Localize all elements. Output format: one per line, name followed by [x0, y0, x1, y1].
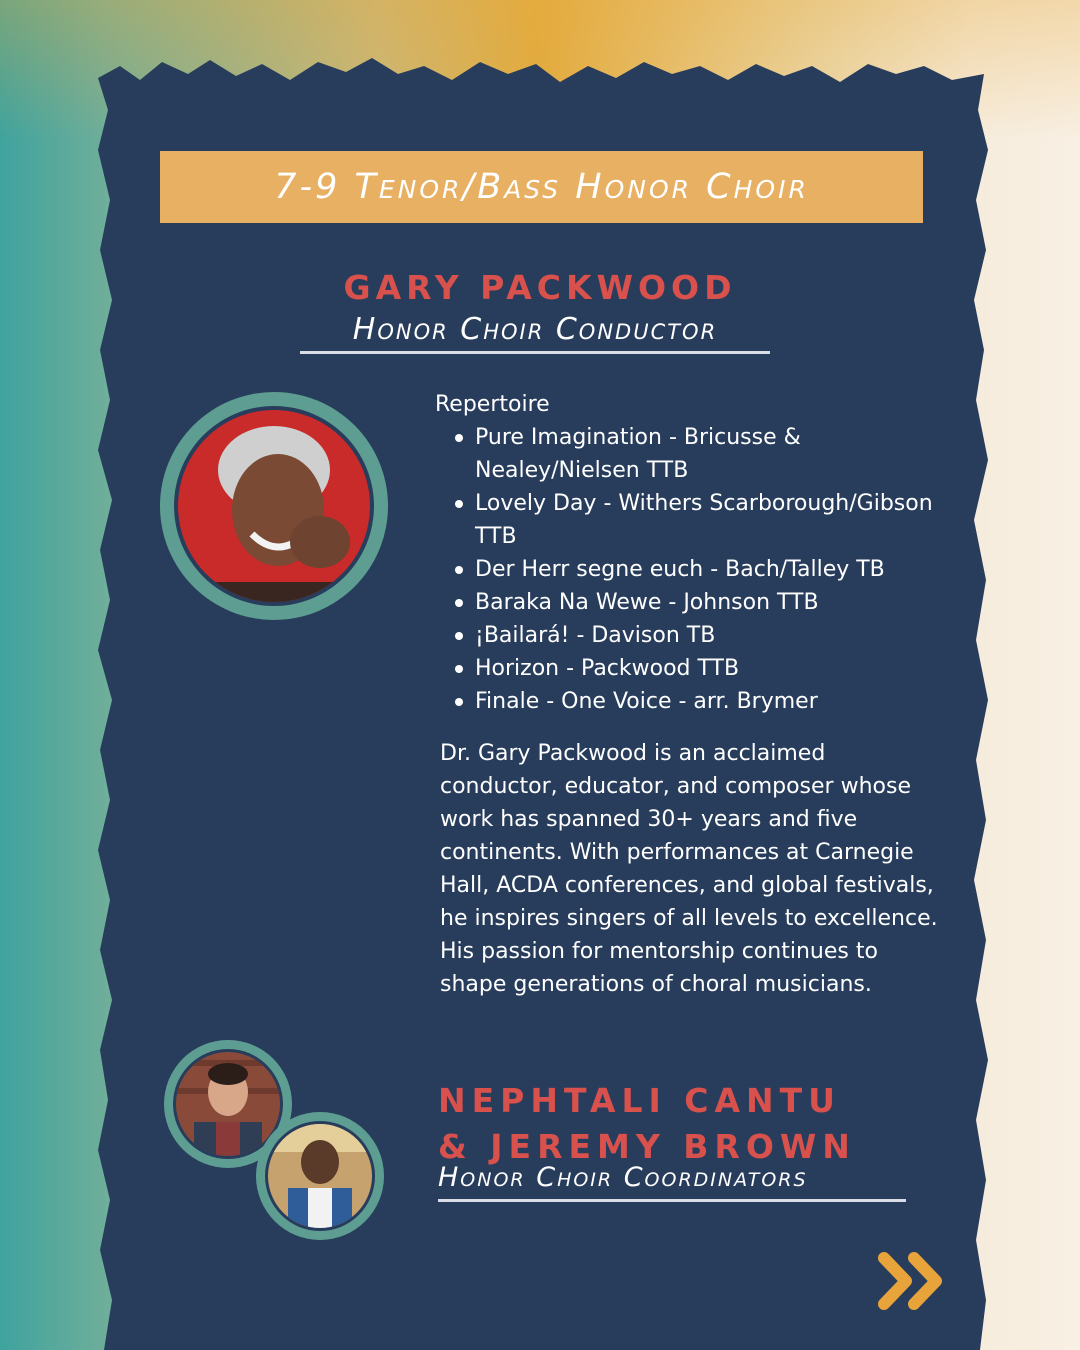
- title-banner: [160, 151, 923, 223]
- coordinator-names: [438, 1078, 918, 1170]
- list-item: ¡Bailará! - Davison TB: [475, 619, 955, 652]
- list-item: Der Herr segne euch - Bach/Talley TB: [475, 553, 955, 586]
- page-title: 7-9 Tenor/Bass Honor Choir: [274, 167, 809, 207]
- list-item: Finale - One Voice - arr. Brymer: [475, 685, 955, 718]
- conductor-name: GARY PACKWOOD: [343, 268, 737, 307]
- list-item: Lovely Day - Withers Scarborough/Gibson TTB: [475, 487, 955, 553]
- coordinator-name-1: NEPHTALI CANTU: [438, 1081, 841, 1120]
- repertoire-heading: Repertoire: [435, 392, 550, 417]
- repertoire-section: [435, 388, 955, 718]
- list-item: Pure Imagination - Bricusse & Nealey/Nielsen TTB: [475, 421, 955, 487]
- divider: [300, 351, 770, 354]
- conductor-portrait: [160, 392, 388, 620]
- repertoire-list: [435, 421, 955, 718]
- coordinator-role: Honor Choir Coordinators: [438, 1162, 808, 1193]
- double-chevron-right-icon[interactable]: [878, 1252, 950, 1310]
- conductor-bio: Dr. Gary Packwood is an acclaimed conductor, educator, and composer whose work has spanned 30+ years and five continents. With performances at Carnegie Hall, ACDA conferences, and global festivals, he inspires singers of all levels to excellence. His passion for mentorship continues to shape generations of choral musicians.: [440, 741, 938, 997]
- coordinator-name-2: & JEREMY BROWN: [438, 1127, 856, 1166]
- conductor-role: Honor Choir Conductor: [352, 312, 718, 347]
- list-item: Horizon - Packwood TTB: [475, 652, 955, 685]
- list-item: Baraka Na Wewe - Johnson TTB: [475, 586, 955, 619]
- divider: [438, 1199, 906, 1202]
- coordinator-portrait-brown: [256, 1112, 384, 1240]
